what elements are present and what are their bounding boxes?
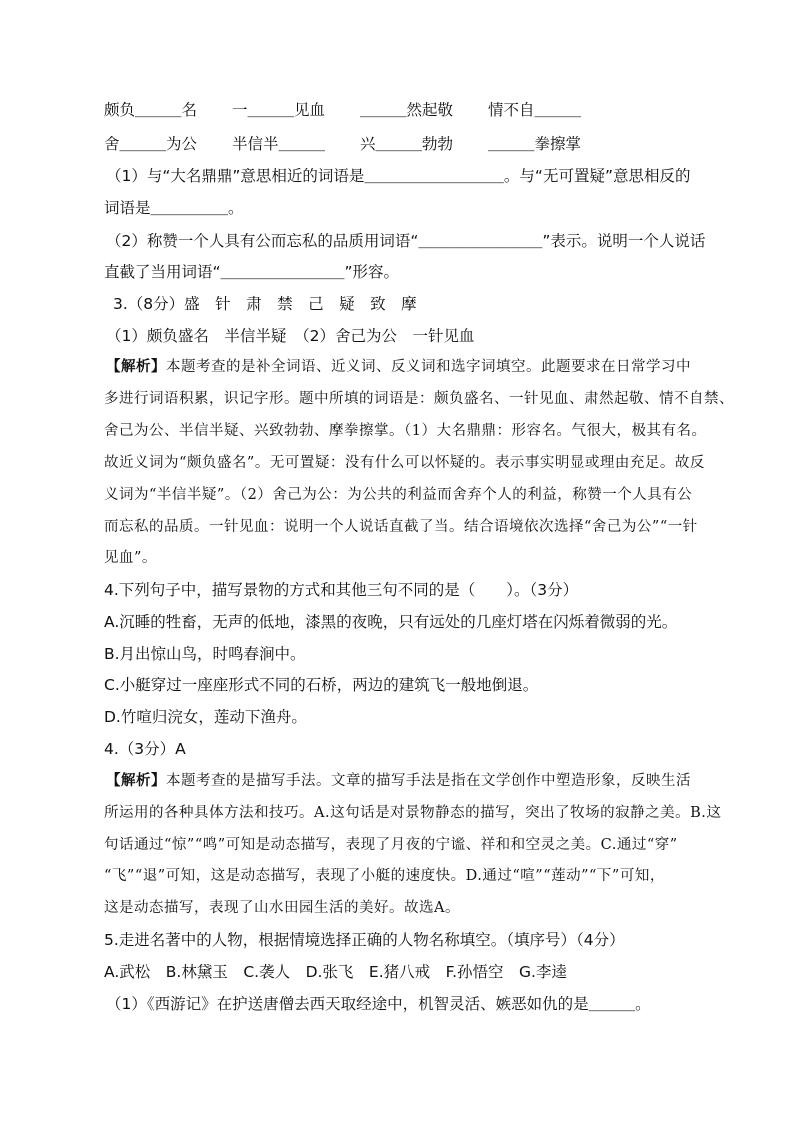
analysis-4-first-line <box>106 771 691 791</box>
analysis-3-line: 见血”。 <box>104 550 157 566</box>
fill-blank: 颇负＿＿＿名 <box>104 101 198 119</box>
analysis-tag: 【解析】 <box>106 359 166 375</box>
analysis-4-line: “飞”“退”可知，这是动态描写，表现了小艇的速度快。D.通过“喧”“莲动”“下”可知， <box>104 868 665 884</box>
analysis-4-line: 这是动态描写，表现了山水田园生活的美好。故选A。 <box>104 900 460 916</box>
analysis-3-line: 故近义词为“颇负盛名”。无可置疑：没有什么可以怀疑的。表示事实明显或理由充足。故反 <box>104 455 705 471</box>
analysis-4-line: 所运用的各种具体方法和技巧。A.这句话是对景物静态的描写，突出了牧场的寂静之美。B.这 <box>104 805 722 821</box>
question-4-option-c: C.小艇穿过一座座形式不同的石桥，两边的建筑飞一般地倒退。 <box>104 676 539 694</box>
q3-sub2-line1: （2）称赞一个人具有公而忘私的品质用词语“＿＿＿＿＿＿＿＿”表示。说明一个人说话 <box>106 232 706 250</box>
analysis-3-line: 义词为“半信半疑”。（2）舍己为公：为公共的利益而舍弃个人的利益，称赞一个人具有公 <box>104 487 693 503</box>
analysis-3-line: 多进行词语积累，识记字形。题中所填的词语是：颇负盛名、一针见血、肃然起敬、情不自禁、 <box>104 391 734 407</box>
analysis-text: 本题考查的是描写手法。文章的描写手法是指在文学创作中塑造形象，反映生活 <box>166 773 691 789</box>
analysis-3-line: 舍己为公、半信半疑、兴致勃勃、摩拳擦掌。（1）大名鼎鼎：形容名。气很大，极其有名。 <box>104 423 707 439</box>
question-4-option-b: B.月出惊山鸟，时鸣春涧中。 <box>104 645 306 663</box>
question-4-option-a: A.沉睡的牲畜，无声的低地，漆黑的夜晚，只有远处的几座灯塔在闪烁着微弱的光。 <box>104 613 678 631</box>
question-5-stem: 5.走进名著中的人物，根据情境选择正确的人物名称填空。（填序号）（4分） <box>104 931 625 949</box>
analysis-tag: 【解析】 <box>106 773 166 789</box>
fill-blank: 半信半＿＿＿ <box>232 135 326 153</box>
fill-blank: ＿＿＿拳擦掌 <box>488 135 582 153</box>
fill-blank: 兴＿＿＿勃勃 <box>360 135 454 153</box>
fill-blank: 一＿＿＿见血 <box>232 101 326 119</box>
q3-sub1-line1: （1）与“大名鼎鼎”意思相近的词语是＿＿＿＿＿＿＿＿＿。与“无可置疑”意思相反的 <box>106 167 691 185</box>
question-5-options: A.武松 B.林黛玉 C.袭人 D.张飞 E.猪八戒 F.孙悟空 G.李逵 <box>104 963 567 981</box>
q3-sub2-line2: 直截了当用词语“＿＿＿＿＿＿＿＿”形容。 <box>104 263 400 281</box>
fill-blank: 舍＿＿＿为公 <box>104 135 198 153</box>
answer-3-words: （1）颇负盛名 半信半疑 （2）舍己为公 一针见血 <box>106 327 475 345</box>
analysis-text: 本题考查的是补全词语、近义词、反义词和选字词填空。此题要求在日常学习中 <box>166 359 691 375</box>
q3-sub1-line2: 词语是＿＿＿＿＿。 <box>104 199 244 217</box>
question-5-sub1: （1）《西游记》在护送唐僧去西天取经途中，机智灵活、嫉恶如仇的是＿＿＿。 <box>106 995 651 1013</box>
question-4-stem: 4.下列句子中，描写景物的方式和其他三句不同的是（ ）。（3分） <box>104 581 579 599</box>
answer-3-chars: 3.（8分）盛 针 肃 禁 己 疑 致 摩 <box>113 295 417 313</box>
question-4-option-d: D.竹喧归浣女，莲动下渔舟。 <box>104 708 307 726</box>
fill-blank: ＿＿＿然起敬 <box>360 101 454 119</box>
answer-4: 4.（3分）A <box>104 740 186 758</box>
fill-blank: 情不自＿＿＿ <box>488 101 582 119</box>
analysis-3-first-line <box>106 357 691 377</box>
analysis-4-line: 句话通过“惊”“鸣”可知是动态描写，表现了月夜的宁谧、祥和和空灵之美。C.通过“穿” <box>104 837 678 853</box>
analysis-3-line: 而忘私的品质。一针见血：说明一个人说话直截了当。结合语境依次选择“舍己为公”“一针 <box>104 519 698 535</box>
